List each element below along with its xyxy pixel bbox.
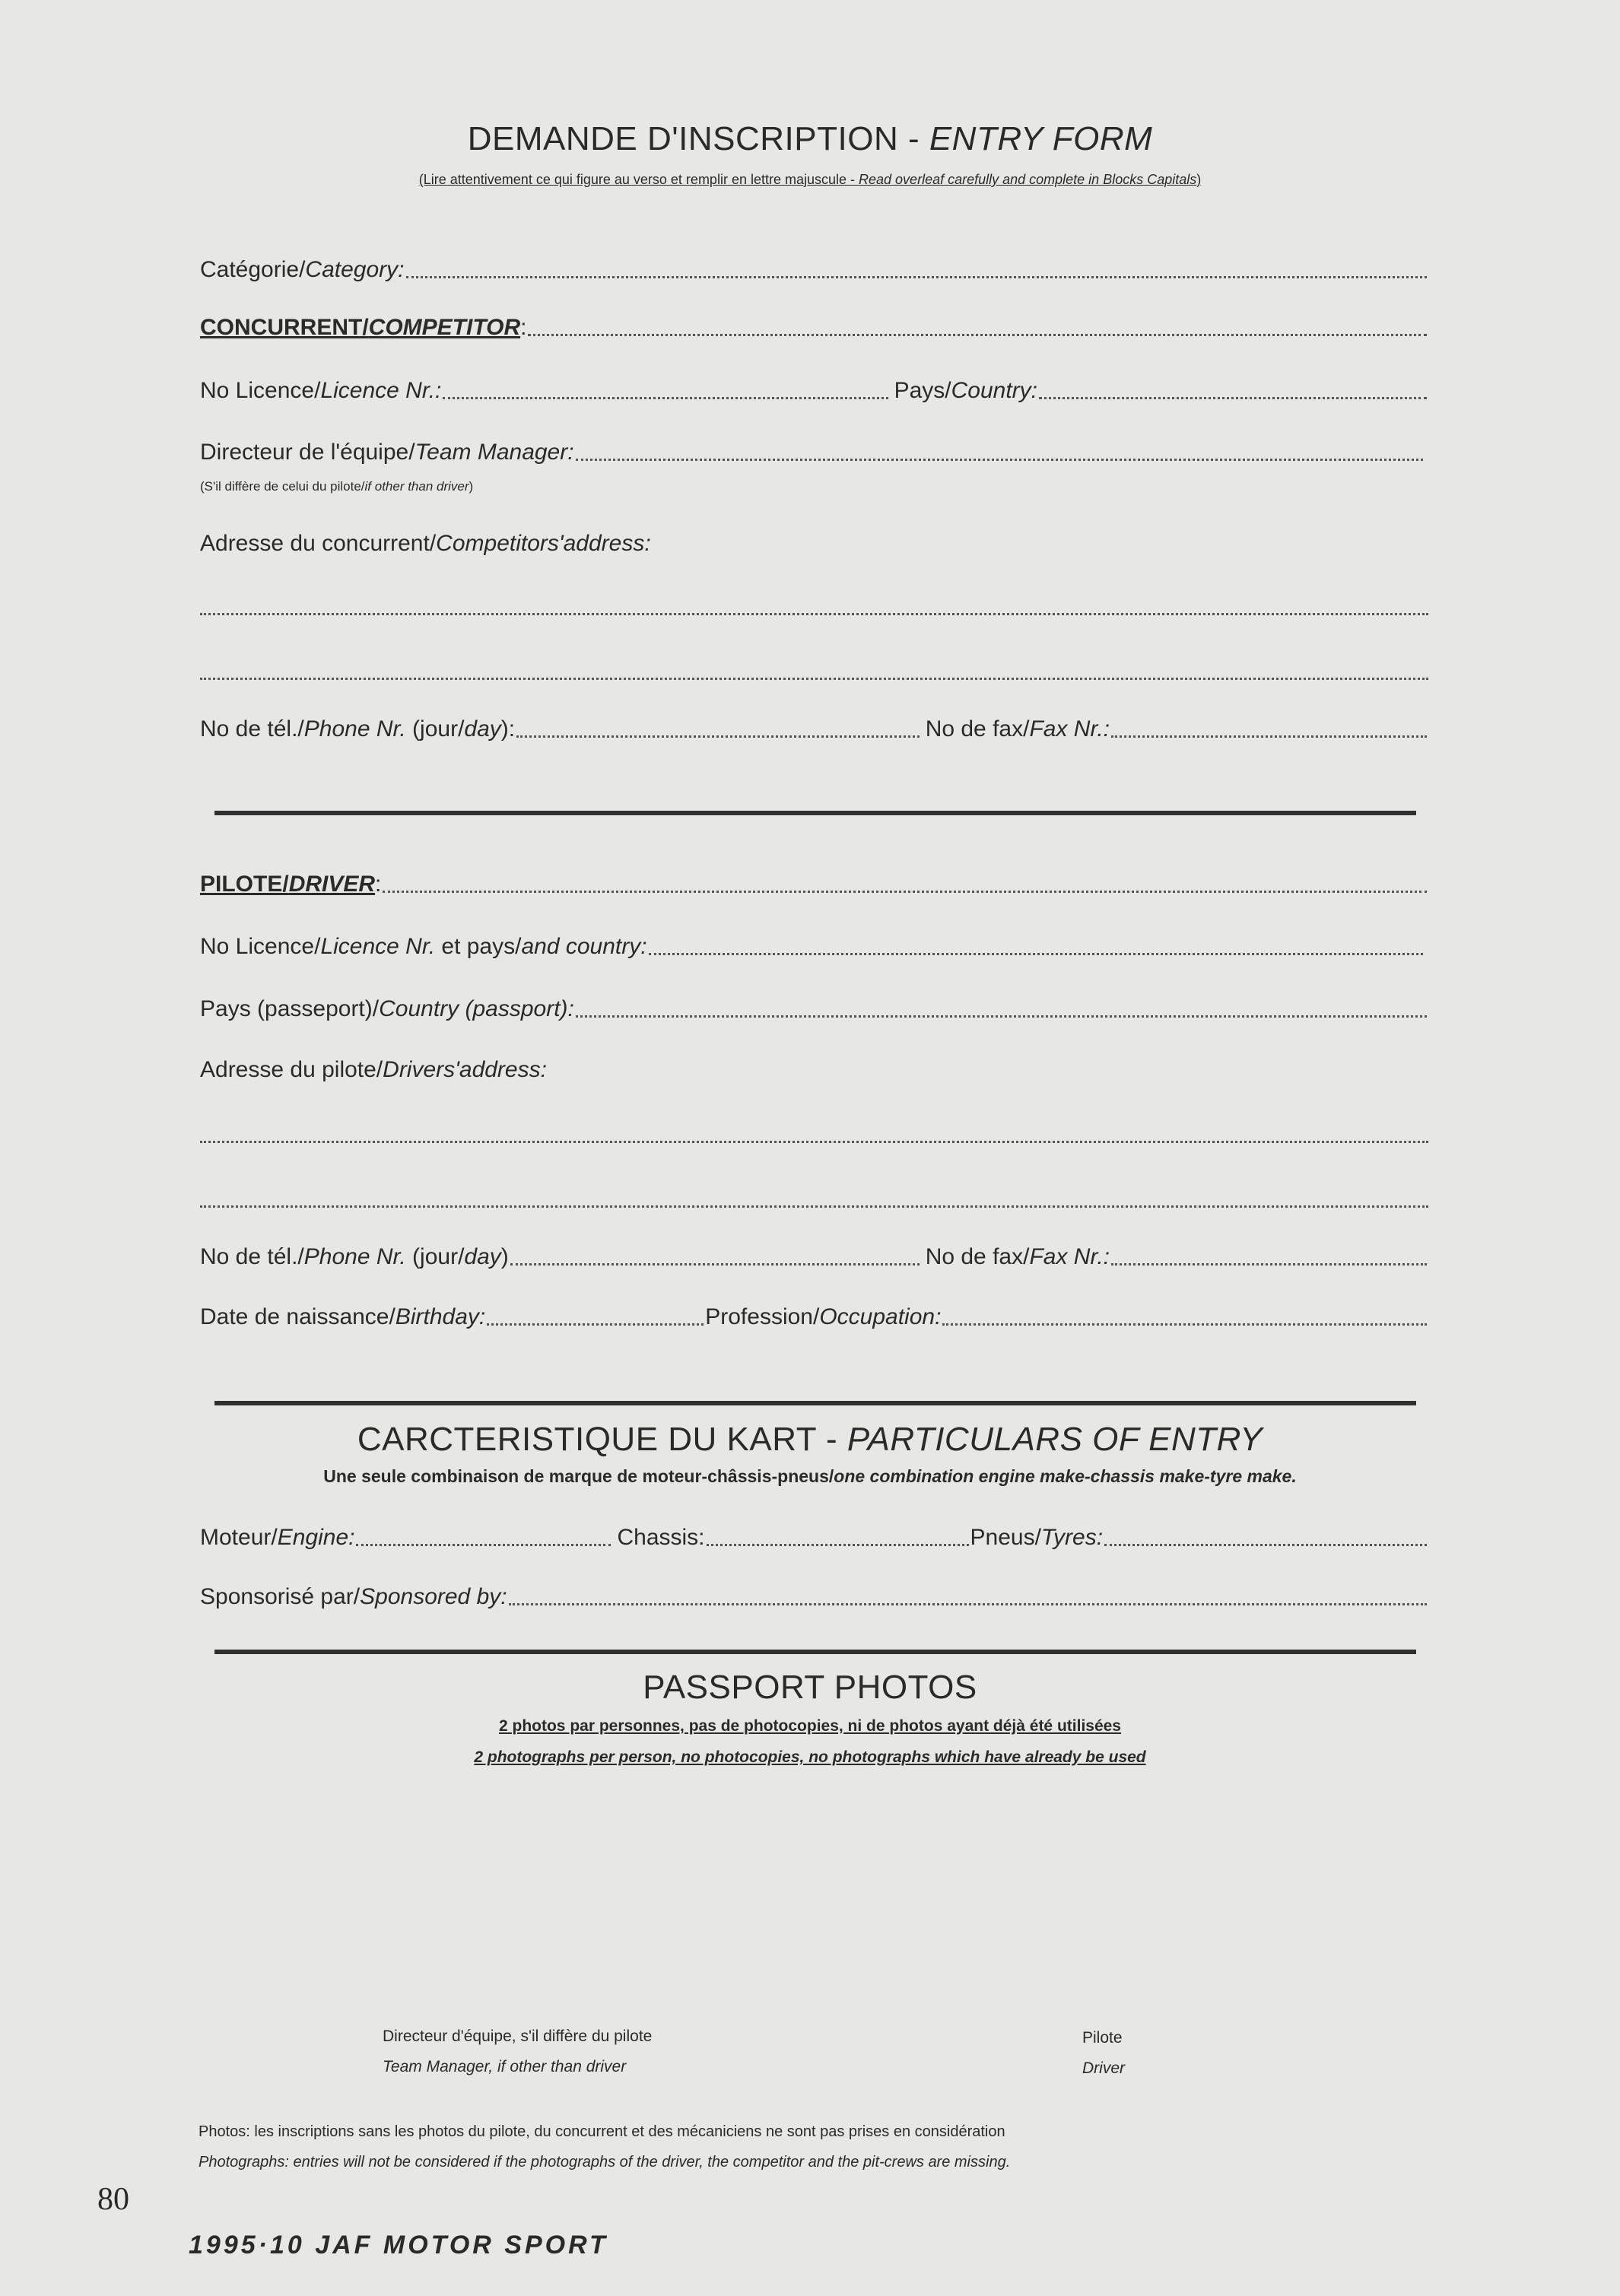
driver-heading: PILOTE/DRIVER:: [200, 872, 382, 897]
page-number: 80: [97, 2182, 129, 2217]
tyres-label: Pneus/Tyres:: [970, 1525, 1104, 1550]
driver-passport-input-line[interactable]: [576, 1015, 1427, 1018]
chassis-label: Chassis:: [617, 1525, 705, 1550]
driver-birthday-label: Date de naissance/Birthday:: [200, 1304, 486, 1329]
driver-address-line-1[interactable]: [200, 1141, 1428, 1143]
team-manager-note: (S'il diffère de celui du pilote/if other than driver): [200, 479, 474, 494]
driver-address-label-row: [200, 1057, 1428, 1083]
competitor-field[interactable]: [200, 315, 1428, 341]
passport-photos-rule-en: 2 photographs per person, no photocopies, no photographs which have already be used: [474, 1748, 1146, 1766]
competitor-licence-label: No Licence/Licence Nr.:: [200, 378, 442, 403]
engine-label: Moteur/Engine:: [200, 1525, 355, 1550]
driver-birth-row[interactable]: [200, 1304, 1428, 1330]
section-divider-1: [214, 811, 1416, 815]
passport-photos-title: PASSPORT PHOTOS: [643, 1669, 977, 1706]
form-title-fr: DEMANDE D'INSCRIPTION -: [467, 120, 929, 157]
sponsor-label: Sponsorisé par/Sponsored by:: [200, 1584, 507, 1609]
driver-licence-label: No Licence/Licence Nr. et pays/and country:: [200, 934, 647, 959]
driver-passport-label: Pays (passeport)/Country (passport):: [200, 996, 574, 1021]
category-field[interactable]: [200, 257, 1428, 283]
kart-section-title: CARCTERISTIQUE DU KART - PARTICULARS OF ENTRY: [357, 1421, 1263, 1458]
competitor-input-line[interactable]: [528, 334, 1427, 336]
team-manager-field[interactable]: [200, 440, 1425, 465]
competitor-address-label-row: [200, 531, 1428, 557]
team-manager-label: Directeur de l'équipe/Team Manager:: [200, 440, 574, 465]
competitor-phone-input-line[interactable]: [516, 735, 920, 738]
driver-phone-row[interactable]: [200, 1244, 1428, 1270]
competitor-address-label: Adresse du concurrent/Competitors'address:: [200, 531, 651, 556]
competitor-address-line-2[interactable]: [200, 678, 1428, 680]
competitor-licence-input-line[interactable]: [443, 397, 888, 399]
photos-footnote: Photos: les inscriptions sans les photos du pilote, du concurrent et des mécaniciens ne sont pas prises en considération Photographs: entries will not be considered if the photographs of the driver, the competitor and the pit-crews are missing.: [199, 2123, 1011, 2171]
kart-components-row[interactable]: [200, 1525, 1428, 1551]
section-divider-2: [214, 1401, 1416, 1405]
competitor-phone-label: No de tél./Phone Nr. (jour/day):: [200, 716, 516, 742]
driver-input-line[interactable]: [383, 891, 1427, 893]
driver-address-label: Adresse du pilote/Drivers'address:: [200, 1057, 547, 1082]
competitor-heading: CONCURRENT/COMPETITOR:: [200, 315, 527, 340]
driver-signature-caption: Pilote Driver: [1082, 2029, 1125, 2077]
driver-profession-label: Profession/Occupation:: [705, 1304, 942, 1329]
passport-photos-rule-fr: 2 photos par personnes, pas de photocopies, ni de photos ayant déjà été utilisées: [498, 1717, 1121, 1735]
chassis-input-line[interactable]: [707, 1544, 969, 1546]
driver-fax-input-line[interactable]: [1111, 1263, 1427, 1265]
form-title: [0, 120, 1620, 158]
competitor-country-label: Pays/Country:: [894, 378, 1037, 403]
kart-section-subtitle: Une seule combinaison de marque de moteur-châssis-pneus/one combination engine make-chassis make-tyre make.: [323, 1466, 1297, 1486]
sponsor-input-line[interactable]: [509, 1603, 1427, 1605]
driver-phone-input-line[interactable]: [510, 1263, 920, 1265]
driver-passport-field[interactable]: [200, 996, 1428, 1022]
competitor-phone-row[interactable]: [200, 716, 1428, 742]
tyres-input-line[interactable]: [1104, 1544, 1427, 1546]
competitor-country-input-line[interactable]: [1039, 397, 1427, 399]
section-divider-3: [214, 1650, 1416, 1654]
category-input-line[interactable]: [406, 276, 1428, 278]
driver-field[interactable]: [200, 872, 1428, 897]
category-label: Catégorie/Category:: [200, 257, 405, 282]
form-instruction: (Lire attentivement ce qui figure au verso et remplir en lettre majuscule - Read overleaf carefully and complete in Blocks Capitals): [418, 172, 1202, 187]
driver-licence-input-line[interactable]: [649, 953, 1423, 955]
driver-address-line-2[interactable]: [200, 1205, 1428, 1208]
driver-licence-field[interactable]: [200, 934, 1425, 960]
journal-name: 1995·10 JAF MOTOR SPORT: [189, 2231, 608, 2259]
form-title-en: ENTRY FORM: [929, 120, 1153, 157]
competitor-fax-label: No de fax/Fax Nr.:: [925, 716, 1110, 742]
manager-signature-caption: Directeur d'équipe, s'il diffère du pilote Team Manager, if other than driver: [383, 2028, 653, 2075]
team-manager-input-line[interactable]: [576, 459, 1423, 461]
driver-birthday-input-line[interactable]: [487, 1323, 704, 1326]
driver-phone-label: No de tél./Phone Nr. (jour/day): [200, 1244, 509, 1269]
competitor-address-line-1[interactable]: [200, 613, 1428, 615]
competitor-licence-row[interactable]: [200, 378, 1428, 404]
competitor-fax-input-line[interactable]: [1111, 735, 1427, 738]
driver-fax-label: No de fax/Fax Nr.:: [925, 1244, 1110, 1269]
driver-profession-input-line[interactable]: [942, 1323, 1427, 1326]
engine-input-line[interactable]: [356, 1544, 611, 1546]
sponsor-field[interactable]: [200, 1584, 1428, 1610]
